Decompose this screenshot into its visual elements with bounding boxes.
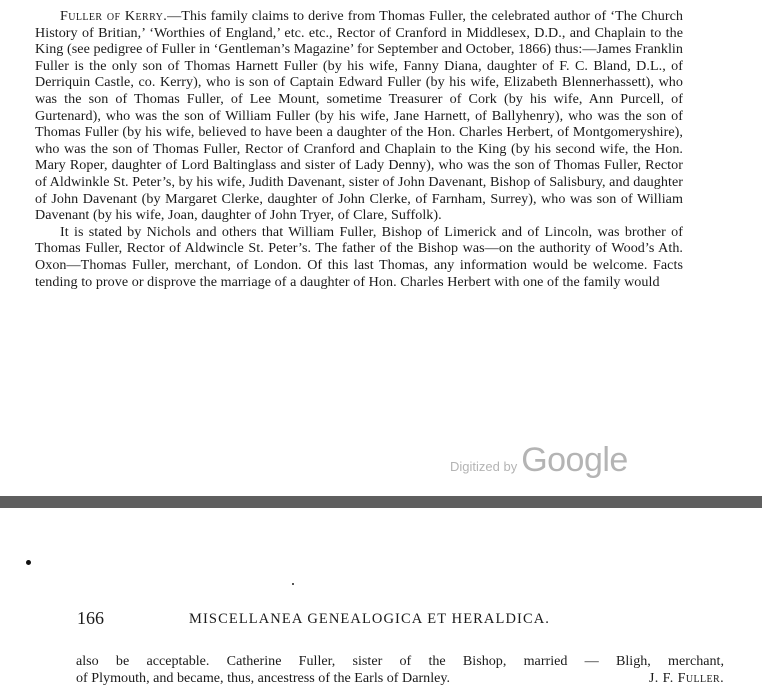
- paragraph-1-body: —This family claims to derive from Thomas Fuller, the celebrated author of ‘The Church History of Britian,’ ‘Worthies of England,’ etc. etc., Rector of Cranford in Middlesex, D.D., and Chaplain to the King (see pedigree of Fuller in ‘Gentleman’s Magazine’ for September and October, 1866) thus:—James Franklin Fuller is the only son of Thomas Harnett Fuller (by his wife, Fanny Diana, daughter of F. C. Bland, D.L., of Derriquin Castle, co. Kerry), who is son of Captain Edward Fuller (by his wife, Elizabeth Blennerhassett), who was the son of Thomas Fuller, of Lee Mount, sometime Treasurer of Cork (by his wife, Ann Purcell, of Gurtenard), who was the son of William Fuller (by his wife, Jane Harnett, of Ballyhenry), who was the son of Thomas Fuller (by his wife, believed to have been a daughter of the Hon. Charles Herbert, of Montgomeryshire), who was the son of Thomas Fuller, Rector of Cranford and Chaplain to the King (by his second wife, the Hon. Mary Roper, daughter of Lord Baltinglass and sister of Lady Denny), who was the son of Thomas Fuller, Rector of Aldwinkle St. Peter’s, by his wife, Judith Davenant, sister of John Davenant, Bishop of Salisbury, and daughter of John Davenant (by Margaret Clerke, daughter of John Clerke, of Farnham, Surrey), who was son of William Davenant (by his wife, Joan, daughter of John Tryer, of Clare, Suffolk).: [35, 8, 683, 224]
- lead-heading: Fuller of Kerry.: [60, 8, 168, 24]
- article-text: [35, 8, 683, 290]
- continuation-paragraph: [76, 653, 724, 687]
- paragraph-2: It is stated by Nichols and others that William Fuller, Bishop of Limerick and of Lincoln, was brother of Thomas Fuller, Rector of Aldwincle St. Peter’s. The father of the Bishop was—on the authority of Wood’s Ath. Oxon—Thomas Fuller, merchant, of London. Of this last Thomas, any information would be welcome. Facts tending to prove or disprove the marriage of a daughter of Hon. Charles Herbert with one of the family would: [35, 223, 683, 290]
- google-watermark: [450, 441, 628, 480]
- google-logo: Google: [521, 441, 628, 479]
- continuation-line-2: [76, 670, 724, 687]
- continuation-line-2-text: of Plymouth, and became, thus, ancestress of the Earls of Darnley.: [76, 669, 451, 686]
- page-divider: [0, 496, 762, 508]
- continuation-line-1: also be acceptable. Catherine Fuller, sister of the Bishop, married — Bligh, merchant,: [76, 653, 724, 669]
- page-number: 166: [77, 608, 104, 628]
- running-title: MISCELLANEA GENEALOGICA ET HERALDICA.: [189, 611, 551, 627]
- ink-speck: [292, 583, 294, 585]
- ink-dot: [26, 560, 31, 565]
- page-bottom: [0, 508, 762, 695]
- paragraph-1: [35, 8, 683, 224]
- signature: J. F. Fuller.: [648, 669, 724, 686]
- watermark-prefix: Digitized by: [450, 459, 518, 474]
- continuation-text: [76, 653, 724, 687]
- running-header: [77, 608, 687, 632]
